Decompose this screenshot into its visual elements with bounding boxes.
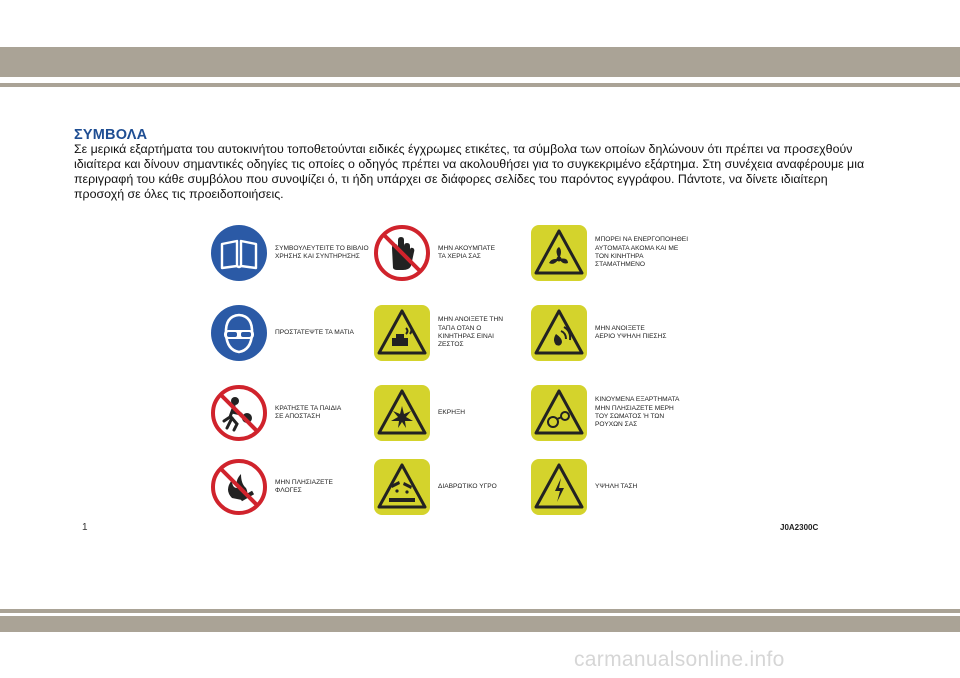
symbol-explosion (373, 384, 548, 442)
symbol-label: ΕΚΡΗΞΗ (438, 408, 466, 416)
moving-parts-warning-icon (530, 384, 588, 442)
eye-protection-icon (210, 304, 268, 362)
symbol-no-touch (373, 224, 548, 282)
symbol-moving-parts (530, 384, 705, 442)
figure-code: J0A2300C (780, 523, 819, 532)
manual-book-icon (210, 224, 268, 282)
symbol-keep-children-away (210, 384, 385, 442)
symbol-label: ΥΨΗΛΗ ΤΑΣΗ (595, 482, 638, 490)
symbol-label: ΜΗΝ ΑΝΟΙΞΕΤΕ ΑΕΡΙΟ ΥΨΗΛΗ ΠΙΕΣΗΣ (595, 324, 667, 340)
hot-cap-warning-icon (373, 304, 431, 362)
corrosive-warning-icon (373, 458, 431, 516)
fan-warning-icon (530, 224, 588, 282)
footer-band (0, 616, 960, 632)
header-band (0, 47, 960, 77)
symbol-label: ΜΗΝ ΑΝΟΙΞΕΤΕ ΤΗΝ ΤΑΠΑ ΟΤΑΝ Ο ΚΙΝΗΤΗΡΑΣ ΕΙΝΑΙ ΖΕΣΤΟΣ (438, 316, 503, 349)
symbol-pressure-gas (530, 304, 705, 362)
watermark-text: carmanualsonline.info (574, 648, 785, 671)
symbol-label: ΔΙΑΒΡΩΤΙΚΟ ΥΓΡΟ (438, 482, 497, 490)
symbol-eye-protection (210, 304, 385, 362)
symbol-label: ΣΥΜΒΟΥΛΕΥΤΕΙΤΕ ΤΟ ΒΙΒΛΙΟ ΧΡΗΣΗΣ ΚΑΙ ΣΥΝΤΗΡΗΣΗΣ (275, 244, 369, 260)
symbol-auto-fan (530, 224, 705, 282)
symbol-label: ΚΡΑΤΗΣΤΕ ΤΑ ΠΑΙΔΙΑ ΣΕ ΑΠΟΣΤΑΣΗ (275, 404, 342, 420)
footer-rule (0, 609, 960, 613)
symbol-high-voltage (530, 458, 705, 516)
symbol-label: ΜΗΝ ΠΛΗΣΙΑΖΕΤΕ ΦΛΟΓΕΣ (275, 478, 333, 494)
no-flames-icon (210, 458, 268, 516)
symbol-label: ΚΙΝΟΥΜΕΝΑ ΕΞΑΡΤΗΜΑΤΑ ΜΗΝ ΠΛΗΣΙΑΖΕΤΕ ΜΕΡΗ ΤΟΥ ΣΩΜΑΤΟΣ Ή ΤΩΝ ΡΟΥΧΩΝ ΣΑΣ (595, 396, 680, 429)
intro-paragraph: Σε μερικά εξαρτήματα του αυτοκινήτου τοποθετούνται ειδικές έγχρωμες ετικέτες, τα σύμβολα των οποίων δηλώνουν ότι πρέπει να προσεχθούν ιδιαίτερα και δίνουν σημαντικές οδηγίες τις οποίες ο οδηγός πρέπει να ακολουθήσει για το συγκεκριμένο εξάρτημα. Στη συνέχεια αναφέρουμε μια περιγραφή του κάθε συμβόλου που συνοψίζει ό, τι ήδη υπάρχει σε διάφορες σελίδες του παρόντος εγγράφου. Πάντοτε, να δίνετε ιδιαίτερη προσοχή σε όλες τις προειδοποιήσεις. (74, 142, 865, 201)
symbol-label: ΜΗΝ ΑΚΟΥΜΠΑΤΕ ΤΑ ΧΕΡΙΑ ΣΑΣ (438, 244, 495, 260)
symbol-label: ΠΡΟΣΤΑΤΕΨΤΕ ΤΑ ΜΑΤΙΑ (275, 328, 354, 336)
header-rule (0, 83, 960, 87)
symbol-corrosive (373, 458, 548, 516)
explosion-warning-icon (373, 384, 431, 442)
no-children-icon (210, 384, 268, 442)
no-touch-hand-icon (373, 224, 431, 282)
high-voltage-warning-icon (530, 458, 588, 516)
page-number: 1 (82, 522, 88, 533)
symbol-label: ΜΠΟΡΕΙ ΝΑ ΕΝΕΡΓΟΠΟΙΗΘΕΙ ΑΥΤΟΜΑΤΑ ΑΚΟΜΑ ΚΑΙ ΜΕ ΤΟΝ ΚΙΝΗΤΗΡΑ ΣΤΑΜΑΤΗΜΕΝΟ (595, 236, 689, 269)
section-title: ΣΥΜΒΟΛΑ (74, 127, 148, 143)
symbol-no-flames (210, 458, 385, 516)
symbol-hot-cap (373, 304, 548, 362)
symbols-figure (203, 218, 834, 522)
symbol-read-manual (210, 224, 385, 282)
pressure-gas-warning-icon (530, 304, 588, 362)
